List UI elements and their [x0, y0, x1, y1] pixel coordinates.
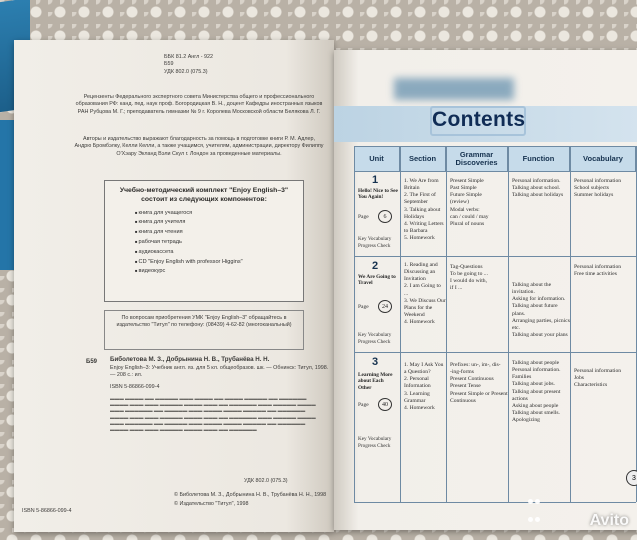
page-label: Page: [358, 304, 369, 310]
classification-codes: [164, 54, 213, 76]
key-vocabulary-label: Key Vocabulary Progress Check: [358, 236, 392, 249]
header-vocabulary: Vocabulary: [583, 153, 623, 163]
component-item: ■ CD "Enjoy English with professor Higgins": [135, 258, 295, 268]
page-number-circle: 40: [378, 398, 392, 411]
function-cell: Personal information. Talking about school. Talking about holidays: [512, 178, 564, 199]
grid-line: [354, 146, 355, 502]
unit-number: 1: [372, 174, 379, 186]
grid-line: [400, 146, 401, 502]
vocabulary-cell: Personal information Free time activities: [574, 264, 622, 278]
grammar-cell: Tag-Questions To be going to ... I would do with, if I ...: [450, 264, 488, 292]
left-page: [14, 40, 334, 532]
header-unit: Unit: [354, 146, 400, 172]
grid-line: [570, 146, 571, 502]
grid-line: [354, 352, 636, 353]
component-item: ■ видеокурс: [135, 267, 295, 277]
avito-logo-icon: [527, 492, 541, 528]
vocabulary-cell: Personal information School subjects Summer holidays: [574, 178, 622, 199]
bbk-code: ББК 81.2 Англ - 922: [164, 54, 214, 60]
contents-title: Contents: [432, 108, 526, 131]
header-grammar: Grammar Discoveries: [446, 146, 508, 172]
header-function: Function: [508, 146, 570, 172]
unit-title: Hello! Nice to See You Again!: [358, 188, 398, 201]
vocabulary-cell: Personal information Jobs Characteristics: [574, 368, 622, 389]
grid-line: [354, 256, 636, 257]
grid-line: [446, 146, 447, 502]
key-vocabulary-label: Key Vocabulary Progress Check: [358, 436, 392, 449]
grid-line: [354, 502, 636, 503]
isbn-middle: ISBN 5-86866-099-4: [110, 384, 160, 390]
grid-line: [508, 146, 509, 502]
udc-bottom: УДК 802.0 (075.3): [244, 478, 288, 484]
copyright-authors: © Биболетова М. З., Добрынина Н. В., Трубанёва Н. Н., 1998: [174, 492, 327, 498]
b59-label: Б59: [86, 359, 97, 365]
right-page: [334, 50, 637, 530]
book-description: Enjoy English–3: Учебник англ. яз. для 5 кл. общеобразов. шк. — Обнинск: Титул, 1998. — 208 с.: ил.: [110, 365, 329, 379]
grammar-cell: Prefixes: un-, im-, dis- -ing-forms Present Continuous Present Tense Present Simple or Present Continuous: [450, 362, 508, 404]
copyright-publisher: © Издательство "Титул", 1998: [174, 501, 249, 507]
blurred-region: [394, 78, 514, 100]
thanks-text: Авторы и издательство выражают благодарность за помощь в подготовке книги Р. М. Адлер, Андрю Бромбэлку, Келли Келли, а также учащимся, учителям, администрации, директору Филиппу О'Хэару Экланд Вэли Скул г. Лондон за проведенные материалы.: [74, 136, 324, 157]
udc-code: УДК 802.0 (075.3): [164, 68, 208, 75]
component-list: [135, 209, 295, 277]
component-title: Учебно-методический комплект "Enjoy English–3" состоит из следующих компонентов:: [119, 187, 289, 203]
grammar-cell: Present Simple Past Simple Future Simple (review) Modal verbs: can / could / may Plural of nouns: [450, 178, 489, 227]
order-box: По вопросам приобретения УМК "Enjoy English–3" обращайтесь в издательство "Титул" по телефону: (08439) 4-62-82 (многоканальный): [104, 310, 304, 350]
authors: Биболетова М. З., Добрынина Н. В., Трубанёва Н. Н.: [110, 356, 270, 363]
key-vocabulary-label: Key Vocabulary Progress Check: [358, 332, 392, 345]
sections-cell: 1. We Are from Britain 2. The First of September 3. Talking about Holidays 4. Writing Letters to Barbara 5. Homework: [404, 178, 444, 242]
open-book: [14, 40, 637, 532]
page-number-circle: 6: [378, 210, 392, 223]
component-box: [104, 180, 304, 302]
avito-watermark: Avito: [589, 512, 629, 529]
annotation-text: ▬▬▬ ▬▬▬▬ ▬▬ ▬▬▬▬▬ ▬▬▬ ▬▬▬▬ ▬▬ ▬▬▬▬ ▬▬▬▬▬ ▬▬ ▬▬▬▬▬▬ ▬▬▬▬ ▬▬▬ ▬▬▬ ▬▬▬▬▬ ▬▬▬▬ ▬▬▬ ▬▬ ▬▬▬▬▬▬ ▬▬▬ ▬▬▬▬▬ ▬▬▬▬ ▬▬▬ ▬▬▬▬▬▬ ▬▬ ▬▬▬▬▬ ▬▬▬ ▬▬▬▬ ▬▬▬▬ ▬▬▬▬▬ ▬▬ ▬▬▬▬▬▬ ▬▬▬▬ ▬▬▬ ▬▬▬ ▬▬▬▬▬ ▬▬▬▬ ▬▬▬ ▬▬ ▬▬▬▬▬▬ ▬▬▬ ▬▬▬▬▬ ▬▬▬▬ ▬▬▬ ▬▬▬▬▬▬ ▬▬ ▬▬▬▬▬ ▬▬▬ ▬▬▬▬ ▬▬▬▬ ▬▬▬▬▬ ▬▬ ▬▬▬▬▬▬ ▬▬▬▬ ▬▬▬ ▬▬▬ ▬▬▬▬▬ ▬▬▬▬ ▬▬▬ ▬▬ ▬▬▬▬▬▬: [110, 396, 316, 432]
function-cell: Talking about the invitation. Asking for information. Talking about future plans. Arranging parties, picnics etc. Talking about your plans: [512, 282, 570, 339]
component-item: ■ книга для чтения: [135, 228, 295, 238]
component-item: ■ аудиокассета: [135, 248, 295, 258]
page-label: Page: [358, 402, 369, 408]
unit-number: 3: [372, 356, 379, 368]
unit-title: We Are Going to Travel: [358, 274, 396, 287]
page-label: Page: [358, 214, 369, 220]
page-number: 3: [626, 470, 637, 486]
page-number-circle: 24: [378, 300, 392, 313]
isbn-bottom: ISBN 5-86866-099-4: [22, 508, 72, 514]
sections-cell: 1. Reading and Discussing an Invitation 2. I am Going to ... 3. We Discuss Our Plans for the Weekend 4. Homework: [404, 262, 446, 326]
unit-number: 2: [372, 260, 379, 272]
b59-code: Б59: [164, 61, 174, 68]
header-section: Section: [400, 146, 446, 172]
component-item: ■ рабочая тетрадь: [135, 238, 295, 248]
reviewers-text: Рецензенты Федерального экспертного совета Министерства общего и профессионального образования РФ: канд. пед. наук проф. Богородицкая В. Н., доцент Кафедры иностранных языков РАН Рубцова М. Г.; преподаватель гимназии № 9 г. Королева Московской области Белякова Л. Г.: [75, 94, 323, 115]
component-item: ■ книга для учащегося: [135, 209, 295, 219]
component-item: ■ книга для учителя: [135, 218, 295, 228]
sections-cell: 1. May I Ask You a Question? 2. Personal Information 3. Learning Grammar 4. Homework: [404, 362, 444, 411]
function-cell: Talking about people Personal information. Families Talking about jobs. Talking about present actions Asking about people Talking about smells. Apologizing: [512, 360, 561, 424]
unit-title: Learning More about Each Other: [358, 372, 393, 391]
